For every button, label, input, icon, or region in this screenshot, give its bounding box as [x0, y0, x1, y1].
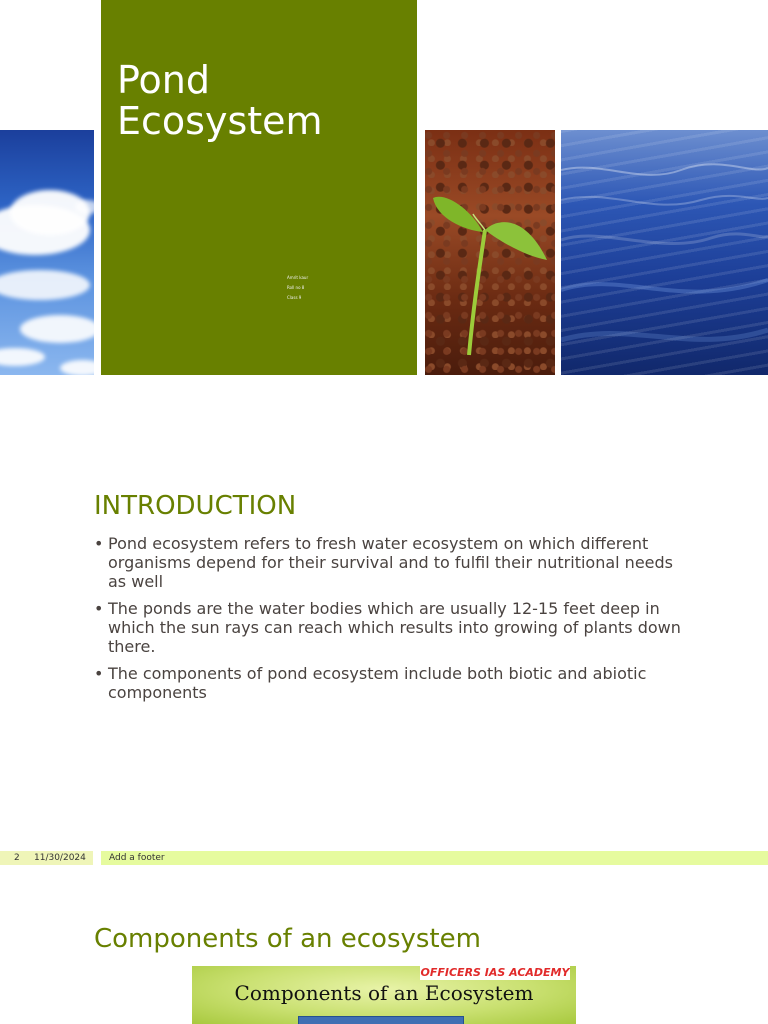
slide-footer	[0, 851, 768, 865]
author-line: Class 9	[287, 295, 302, 300]
brand-label: OFFICERS IAS ACADEMY	[420, 966, 570, 979]
title-panel	[101, 0, 417, 375]
title-line-2: Ecosystem	[117, 99, 323, 143]
bullet-dot-icon: •	[94, 599, 104, 618]
list-item	[94, 599, 694, 656]
water-waves-image	[561, 130, 768, 375]
seedling-icon	[425, 130, 555, 375]
bullet-text: Pond ecosystem refers to fresh water ecosystem on which different organisms depend for their survival and to fulfil their nutritional needs as well	[108, 534, 673, 591]
sky-clouds-image	[0, 130, 94, 375]
footer-text: Add a footer	[109, 853, 165, 863]
author-line: Amrit kaur	[287, 275, 309, 280]
page-number: 2	[14, 853, 20, 863]
components-heading: Components of an ecosystem	[94, 924, 481, 954]
list-item	[94, 664, 694, 702]
banner-diagram-box	[298, 1016, 464, 1024]
title-line-1: Pond	[117, 58, 211, 102]
presentation-title	[117, 60, 323, 142]
bullet-dot-icon: •	[94, 664, 104, 683]
intro-bullet-list	[94, 534, 694, 710]
title-slide	[0, 0, 768, 376]
components-banner-image	[192, 966, 576, 1024]
author-info	[287, 273, 308, 303]
bullet-text: The ponds are the water bodies which are usually 12-15 feet deep in which the sun rays can reach which results into growing of plants down there.	[108, 599, 681, 656]
author-line: Roll no 8	[287, 285, 305, 290]
bullet-text: The components of pond ecosystem include both biotic and abiotic components	[108, 664, 647, 702]
footer-right-bar	[101, 851, 768, 865]
intro-heading: INTRODUCTION	[94, 491, 297, 521]
banner-title: Components of an Ecosystem	[234, 981, 534, 1005]
footer-date: 11/30/2024	[34, 853, 86, 863]
bullet-dot-icon: •	[94, 534, 104, 553]
list-item	[94, 534, 694, 591]
seedling-soil-image	[425, 130, 555, 375]
